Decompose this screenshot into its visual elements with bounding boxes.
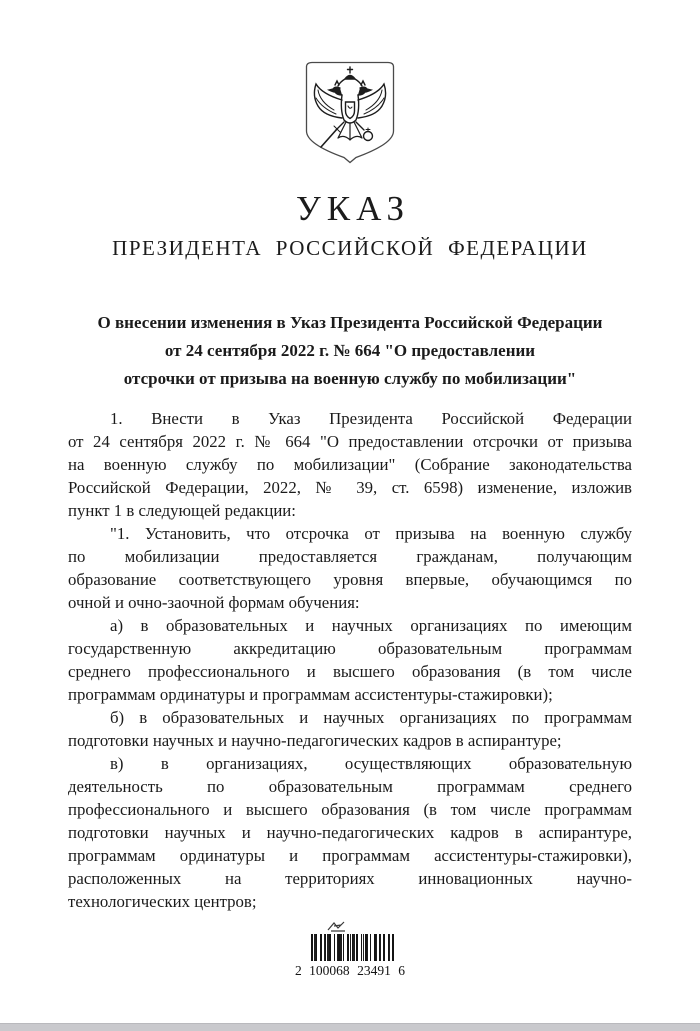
body-line: технологических центров; (68, 892, 257, 911)
photo-edge-strip (0, 1023, 700, 1031)
body-line: Российской Федерации, 2022, № 39, ст. 6598) изменение, изложив (68, 478, 632, 497)
body-line: от 24 сентября 2022 г. № 664 "О предоставлении отсрочки от призыва (68, 432, 632, 451)
body-line: 1. Внести в Указ Президента Российской Федерации (110, 409, 632, 428)
doc-title-line: отсрочки от призыва на военную службу по мобилизации" (123, 369, 577, 388)
barcode-digit-group: 23491 (357, 963, 391, 978)
decree-body-text (68, 407, 632, 913)
paragraph (68, 706, 632, 752)
barcode-digits (295, 963, 405, 979)
body-line: профессионального и высшего образования (в том числе программам (68, 800, 632, 819)
double-headed-eagle-icon (304, 60, 396, 164)
body-line: подготовки научных и научно-педагогических кадров в аспирантуре, (68, 823, 632, 842)
barcode-digit-group: 100068 (309, 963, 350, 978)
registration-barcode (295, 919, 407, 979)
body-line: программам ординатуры и программам ассистентуры-стажировки), (68, 846, 632, 865)
body-line: деятельность по образовательным программам среднего (68, 777, 632, 796)
decree-issuer-subtitle: ПРЕЗИДЕНТА РОССИЙСКОЙ ФЕДЕРАЦИИ (112, 236, 588, 260)
body-line: на военную службу по мобилизации" (Собрание законодательства (68, 455, 632, 474)
body-line: а) в образовательных и научных организациях по имеющим (110, 616, 632, 635)
coat-of-arms (0, 0, 700, 164)
doc-title-line: О внесении изменения в Указ Президента Российской Федерации (97, 313, 603, 332)
paragraph (68, 614, 632, 706)
paragraph (68, 752, 632, 913)
body-line: образование соответствующего уровня впервые, обучающимся по (68, 570, 632, 589)
barcode-digit-group: 6 (398, 963, 405, 978)
paragraph (68, 407, 632, 522)
body-line: среднего профессионального и высшего образования (в том числе (68, 662, 632, 681)
body-line: расположенных на территориях инновационных научно- (68, 869, 632, 888)
document-subject-title (45, 309, 655, 393)
body-line: очной и очно-заочной формам обучения: (68, 593, 360, 612)
body-line: программам ординатуры и программам ассистентуры-стажировки); (68, 685, 553, 704)
body-line: в) в организациях, осуществляющих образовательную (110, 754, 632, 773)
body-line: государственную аккредитацию образовательным программам (68, 639, 632, 658)
body-line: "1. Установить, что отсрочка от призыва на военную службу (110, 524, 632, 543)
small-print-mark-icon (325, 919, 351, 933)
body-line: пункт 1 в следующей редакции: (68, 501, 296, 520)
barcode-bars (311, 934, 397, 961)
paragraph (68, 522, 632, 614)
decree-title: УКАЗ (295, 189, 411, 228)
barcode-digit-group: 2 (295, 963, 302, 978)
doc-title-line: от 24 сентября 2022 г. № 664 "О предоставлении (164, 341, 536, 360)
body-line: подготовки научных и научно-педагогических кадров в аспирантуре; (68, 731, 562, 750)
body-line: б) в образовательных и научных организациях по программам (110, 708, 632, 727)
body-line: по мобилизации предоставляется гражданам, получающим (68, 547, 632, 566)
